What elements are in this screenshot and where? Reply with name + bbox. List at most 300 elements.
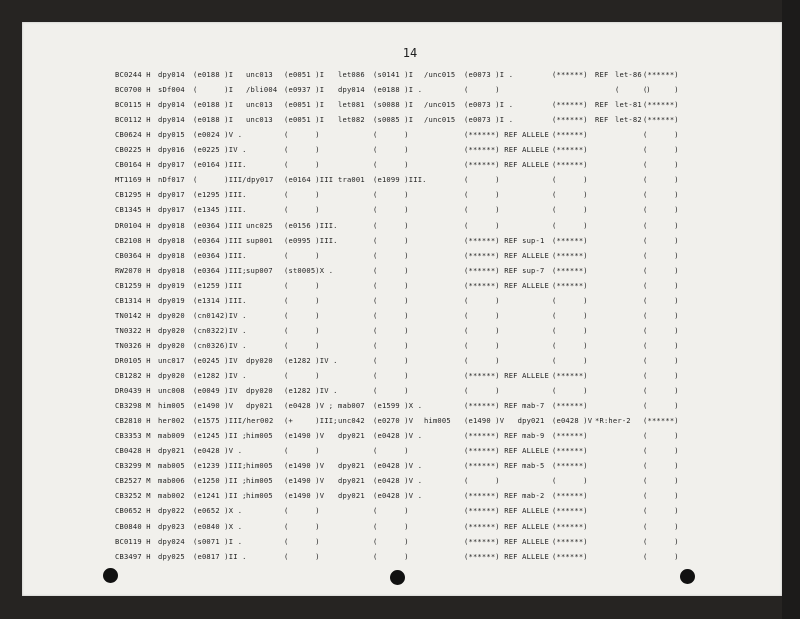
table-cell: (******) REF ALLELE [464,130,549,140]
table-cell: (e0428 )V . [193,446,243,456]
table-cell: ( ) [643,461,679,471]
table-cell: ( ) [643,521,679,531]
table-cell: (e0024 )V . [193,130,243,140]
table-row [22,445,782,457]
table-cell: (******) REF ALLELE [464,160,549,170]
table-row [22,129,782,141]
table-cell: ( )III/dpy017 [193,175,274,185]
binder-hole-right [680,569,695,584]
table-cell: (e0364 )III. [193,250,247,260]
table-cell: CB2810 H [115,416,151,426]
table-cell: ( ) [464,325,500,335]
table-cell: her002 [158,416,185,426]
table-cell: ( ) [643,431,679,441]
table-cell: ( ) [464,355,500,365]
table-cell: ( ) [284,250,320,260]
table-row [22,475,782,487]
table-cell: /bli004 [246,85,278,95]
table-cell: ( ) [552,190,588,200]
table-cell: CB3353 M [115,431,151,441]
table-cell: ( ) [284,536,320,546]
table-cell: ( ) [643,506,679,516]
table-cell: dpy020 [158,310,185,320]
table-cell: (******) [552,160,588,170]
table-cell: (e1245 )II ; [193,431,247,441]
table-cell: dpy020 [158,325,185,335]
table-cell: ( ) [373,265,409,275]
table-cell: (e0245 )IV [193,355,238,365]
table-cell: dpy025 [158,551,185,561]
table-cell: (e0164 )III [284,175,334,185]
table-cell: (e0188 )I [193,115,234,125]
table-cell: (******) REF ALLELE [464,506,549,516]
table-cell: unc013 [246,70,273,79]
table-cell: ( ) [552,325,588,335]
table-cell: ( ) [464,175,500,185]
table-cell: (cn0142)IV . [193,310,247,320]
table-cell: (e0817 )II . [193,551,247,561]
table-cell: ( ) [615,85,651,95]
table-cell: ( ) [552,476,588,486]
table-cell: ( ) [464,295,500,305]
table-cell: MT1169 H [115,175,151,185]
table-cell: (s0071 )I . [193,536,243,546]
table-cell: CB2527 M [115,476,151,486]
table-cell: dpy024 [158,536,185,546]
table-cell: (******) [552,551,588,561]
table-cell: ( ) [373,371,409,380]
table-cell: (e0049 )IV [193,386,238,396]
table-cell: (******) [552,235,588,245]
table-cell: ( ) [284,506,320,516]
table-cell: ( ) [373,220,409,230]
table-row [22,114,782,126]
table-cell: dpy020 [246,355,273,365]
table-cell: ( ) [284,446,320,456]
table-cell: him005 [246,491,273,501]
table-cell: ( ) [373,295,409,305]
table-cell: ( ) [284,295,320,305]
table-cell: ( ) [284,340,320,350]
table-cell: (e1490 )V [284,491,325,501]
table-cell: dpy018 [158,250,185,260]
table-cell: (******) [552,250,588,260]
table-cell: ( ) [284,190,320,200]
table-cell: ( ) [464,476,500,486]
table-cell: CB0164 H [115,160,151,170]
table-row [22,204,782,216]
table-cell: CB3497 H [115,551,151,561]
table-cell: (e1239 )III; [193,461,247,471]
table-cell: (******) REF ALLELE [464,250,549,260]
table-cell: CB3298 M [115,401,151,411]
table-cell: sDf004 [158,85,185,95]
document-page [22,22,782,596]
table-cell: unc025 [246,220,273,230]
table-cell: (e0073 )I . [464,115,514,125]
table-cell: him005 [246,431,273,441]
table-cell: DR0104 H [115,220,151,230]
table-row [22,220,782,232]
table-cell: (******) REF sup-7 [464,265,545,275]
table-cell: ( ) [552,175,588,185]
table-cell: dpy015 [158,130,185,140]
table-cell: (******) [552,100,588,110]
table-cell: ( ) [464,340,500,350]
table-row [22,174,782,186]
table-cell: (e0652 )X . [193,506,243,516]
table-cell: tra001 [338,175,365,185]
table-cell: /unc015 [424,100,456,110]
table-cell: dpy020 [246,386,273,396]
table-cell: (******) REF mab-7 [464,401,545,411]
table-cell: ( ) [284,145,320,155]
table-cell: (e1490 )V [284,461,325,471]
table-row [22,250,782,262]
table-cell: ( ) [643,295,679,305]
table-cell: (******) [552,536,588,546]
table-cell: (s0088 )I [373,100,414,110]
table-cell: TN0326 H [115,340,151,350]
table-cell: CB1282 H [115,371,151,380]
table-row [22,385,782,397]
table-cell: (e1099 )III. [373,175,427,185]
table-row [22,144,782,156]
table-row [22,340,782,352]
table-cell: ( ) [643,250,679,260]
table-cell: (cn0322)IV . [193,325,247,335]
table-cell: ( ) [552,205,588,215]
table-cell: (******) [552,491,588,501]
table-cell: (******) [552,70,588,79]
table-cell: CB1295 H [115,190,151,200]
table-cell: REF [595,100,609,110]
binder-hole-left [103,568,118,583]
table-cell: ( ) [464,220,500,230]
table-cell: unc017 [158,355,185,365]
table-cell: (e0364 )III; [193,265,247,275]
table-cell: REF [595,70,609,79]
table-cell: unc008 [158,386,185,396]
table-cell: let-86 [615,70,642,79]
table-cell: (******) [552,145,588,155]
table-cell: (******) REF ALLELE [464,280,549,290]
table-cell: let082 [338,115,365,125]
table-row [22,69,782,81]
table-row [22,310,782,322]
table-cell: (e0225 )IV . [193,145,247,155]
table-cell: ( )I [193,85,234,95]
table-cell: (e0156 )III. [284,220,338,230]
table-cell: (******) REF sup-1 [464,235,545,245]
table-cell: CB0428 H [115,446,151,456]
table-cell: dpy021 [338,461,365,471]
table-cell: (s0141 )I [373,70,414,79]
table-cell: (e1490 )V dpy021 [464,416,545,426]
table-cell: DR0439 H [115,386,151,396]
table-cell: ( ) [373,521,409,531]
table-cell: him005 [246,476,273,486]
table-cell: (******) REF ALLELE [464,371,549,380]
table-cell: (e0073 )I . [464,70,514,79]
table-cell: ( ) [552,310,588,320]
table-cell: dpy023 [158,521,185,531]
table-cell: dpy020 [158,340,185,350]
table-cell: (e0428 )V . [373,461,423,471]
table-cell: CB0364 H [115,250,151,260]
table-cell: (e1250 )II ; [193,476,247,486]
table-cell: (******) REF ALLELE [464,551,549,561]
table-cell: CB3299 M [115,461,151,471]
table-cell: BC0112 H [115,115,151,125]
table-cell: ( ) [464,205,500,215]
table-cell: dpy017 [158,205,185,215]
table-cell: (e1490 )V [284,431,325,441]
table-cell: (******) [643,100,679,110]
table-cell: ( ) [373,235,409,245]
table-cell: ( ) [284,160,320,170]
table-cell: (******) REF ALLELE [464,536,549,546]
table-row [22,400,782,412]
table-cell: mab002 [158,491,185,501]
table-cell: (e0995 )III. [284,235,338,245]
table-cell: ( ) [373,190,409,200]
table-cell: ( ) [643,280,679,290]
table-cell: (e0164 )III. [193,160,247,170]
table-cell: (e0840 )X . [193,521,243,531]
table-cell: (******) [643,70,679,79]
table-cell: CB0225 H [115,145,151,155]
table-cell: him005 [424,416,451,426]
strain-list [22,22,782,596]
table-cell: mab007 [338,401,365,411]
table-cell: *R:her-2 [595,416,631,426]
table-row [22,325,782,337]
table-cell: /unc015 [424,70,456,79]
table-cell: ( ) [643,85,679,95]
table-cell: REF [595,115,609,125]
table-cell: (e0051 )I [284,70,325,79]
table-cell: (e1259 )III [193,280,243,290]
table-cell: (******) [552,115,588,125]
table-cell: (e1282 )IV . [193,371,247,380]
table-cell: ( ) [643,175,679,185]
table-cell: let-81 [615,100,642,110]
table-cell: ( ) [373,205,409,215]
table-row [22,460,782,472]
table-cell: (******) [552,401,588,411]
table-cell: ( ) [643,551,679,561]
table-cell: (******) REF mab-2 [464,491,545,501]
table-cell: ( ) [643,160,679,170]
table-cell: (******) REF mab-9 [464,431,545,441]
table-cell: ( ) [373,355,409,365]
table-cell: CB3252 M [115,491,151,501]
table-cell: dpy014 [158,100,185,110]
table-cell: (******) [552,280,588,290]
scanner-edge [782,0,800,619]
table-cell: dpy021 [338,476,365,486]
table-cell: BC0115 H [115,100,151,110]
table-cell: ( ) [643,265,679,275]
table-cell: CB2108 H [115,235,151,245]
table-row [22,430,782,442]
table-cell: dpy018 [158,220,185,230]
binder-hole-center [390,570,405,585]
table-cell: ( ) [464,310,500,320]
table-cell: ( ) [643,355,679,365]
table-cell: dpy021 [338,431,365,441]
page-number: 14 [402,46,418,60]
table-cell: him005 [158,401,185,411]
table-cell: ( ) [373,506,409,516]
table-row [22,505,782,517]
table-cell: ( ) [373,280,409,290]
table-cell: (e0428 )V . [373,476,423,486]
table-cell: (******) REF ALLELE [464,521,549,531]
table-row [22,265,782,277]
table-cell: ( ) [643,130,679,140]
table-cell: (e1314 )III. [193,295,247,305]
table-cell: ( ) [284,371,320,380]
table-cell: dpy018 [158,265,185,275]
table-cell: ( ) [373,340,409,350]
table-cell: ( ) [643,371,679,380]
table-cell: (+ )III; [284,416,338,426]
table-cell: (st0005)X . [284,265,334,275]
table-cell: let-82 [615,115,642,125]
table-cell: (e1345 )III. [193,205,247,215]
table-cell: CB0652 H [115,506,151,516]
table-cell: ( ) [284,325,320,335]
table-cell: ( ) [643,190,679,200]
table-cell: let086 [338,70,365,79]
table-cell: dpy018 [158,235,185,245]
table-cell: unc013 [246,115,273,125]
table-cell: (******) [552,506,588,516]
table-cell: /unc015 [424,115,456,125]
table-cell: dpy021 [338,491,365,501]
table-cell: ( ) [284,130,320,140]
table-row [22,521,782,533]
table-cell: RW2070 H [115,265,151,275]
table-cell: ( ) [643,491,679,501]
table-cell: dpy014 [158,70,185,79]
table-cell: ( ) [643,446,679,456]
table-cell: ( ) [373,386,409,396]
table-cell: ( ) [284,521,320,531]
table-cell: ( ) [284,280,320,290]
table-cell: dpy016 [158,145,185,155]
table-row [22,84,782,96]
table-cell: ( ) [643,205,679,215]
table-cell: (e0364 )III [193,220,243,230]
table-cell: (******) REF mab-5 [464,461,545,471]
table-cell: (e0428 )V . [373,431,423,441]
table-cell: ( ) [643,220,679,230]
table-cell: ( ) [373,536,409,546]
table-cell: (e1490 )V [284,476,325,486]
table-cell: ( ) [643,325,679,335]
table-cell: (******) [643,416,679,426]
table-cell: ( ) [373,325,409,335]
table-cell: ( ) [643,476,679,486]
table-cell: (e1295 )III. [193,190,247,200]
table-cell: ( ) [464,85,500,95]
table-cell: CB0840 H [115,521,151,531]
table-cell: ( ) [373,446,409,456]
table-cell: CB0624 H [115,130,151,140]
table-cell: ( ) [373,551,409,561]
table-cell: ( ) [552,295,588,305]
table-cell: (e1241 )II ; [193,491,247,501]
table-cell: ( ) [643,310,679,320]
table-cell: (e0073 )I . [464,100,514,110]
table-row [22,99,782,111]
table-cell: dpy019 [158,295,185,305]
table-cell: dpy017 [158,190,185,200]
table-cell: ( ) [643,386,679,396]
table-cell: ( ) [373,250,409,260]
table-cell: ( ) [643,536,679,546]
table-cell: dpy014 [338,85,365,95]
table-cell: mab006 [158,476,185,486]
table-cell: (e1599 )X . [373,401,423,411]
table-cell: ( ) [552,386,588,396]
table-row [22,159,782,171]
table-cell: sup001 [246,235,273,245]
table-cell: ( ) [552,220,588,230]
table-cell: (e0188 )I . [373,85,423,95]
table-cell: (******) [552,431,588,441]
table-row [22,536,782,548]
table-cell: ( ) [373,130,409,140]
table-cell: mab005 [158,461,185,471]
table-cell: ( ) [284,551,320,561]
table-cell: (e0364 )III [193,235,243,245]
table-cell: (******) [552,446,588,456]
table-cell: (s0085 )I [373,115,414,125]
table-cell: (******) REF ALLELE [464,446,549,456]
table-cell: (e1282 )IV . [284,355,338,365]
table-cell: ( ) [464,190,500,200]
table-row [22,415,782,427]
table-cell: BC0244 H [115,70,151,79]
table-cell: DR0105 H [115,355,151,365]
table-cell: (******) [552,521,588,531]
table-cell: (cn0326)IV . [193,340,247,350]
table-cell: dpy020 [158,371,185,380]
table-cell: dpy022 [158,506,185,516]
table-cell: (e0051 )I [284,100,325,110]
table-cell: dpy017 [158,160,185,170]
table-cell: ( ) [284,310,320,320]
table-cell: ( ) [552,340,588,350]
table-cell: (e0270 )V [373,416,414,426]
table-cell: dpy021 [158,446,185,456]
table-cell: ( ) [643,340,679,350]
table-cell: BC0700 H [115,85,151,95]
table-cell: (e1282 )IV . [284,386,338,396]
table-cell: (e0428 )V ; [284,401,334,411]
table-cell: BC0119 H [115,536,151,546]
table-cell: (******) [552,265,588,275]
table-cell: dpy019 [158,280,185,290]
table-cell: ( ) [643,401,679,411]
table-row [22,355,782,367]
table-cell: dpy014 [158,115,185,125]
table-cell: let081 [338,100,365,110]
